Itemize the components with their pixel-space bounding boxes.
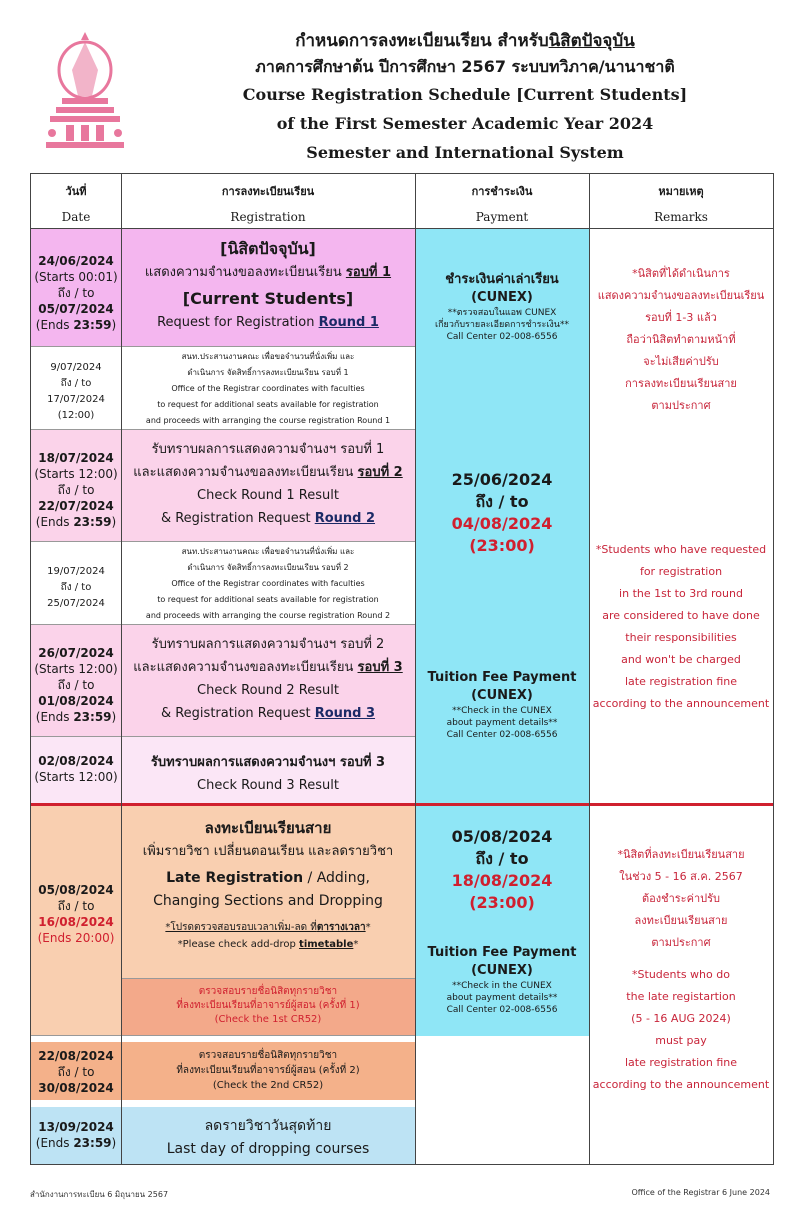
row2-line1: สนท.ประสานงานคณะ เพื่อขอจำนวนที่นั่งเพิ่ม และ xyxy=(181,352,355,361)
payment1-thai-note1: **ตรวจสอบในแอพ CUNEX xyxy=(447,308,557,318)
row1-reg-english-text: Request for Registration xyxy=(157,315,319,330)
payment1-english-title: Tuition Fee Payment xyxy=(427,670,577,685)
remarks2-th-line2: ในช่วง 5 - 16 ส.ค. 2567 xyxy=(619,870,743,883)
row8-registration xyxy=(121,1042,415,1100)
row3-date xyxy=(31,430,121,542)
row7-to: ถึง / to xyxy=(57,899,95,913)
row2-registration xyxy=(121,347,415,430)
payment2-end-date: 18/08/2024 xyxy=(451,871,553,890)
payment-block-2 xyxy=(415,806,589,1036)
row9-registration xyxy=(121,1107,415,1164)
remarks1-en-line6: and won't be charged xyxy=(621,653,741,666)
row5-date xyxy=(31,625,121,737)
row2-to: ถึง / to xyxy=(60,378,92,389)
title-thai-line2: ภาคการศึกษาต้น ปีการศึกษา 2567 ระบบทวิภาค/นานาชาติ xyxy=(255,57,675,76)
row1-date xyxy=(31,229,121,347)
row4-to: ถึง / to xyxy=(60,582,92,593)
row4-end-date: 25/07/2024 xyxy=(47,598,105,609)
column-header-date xyxy=(31,174,121,229)
remarks2-en-line5: late registration fine xyxy=(624,1056,737,1069)
row8-end-date: 30/08/2024 xyxy=(38,1081,114,1095)
row6-date xyxy=(31,737,121,803)
column-divider-2 xyxy=(415,174,416,1164)
row1-reg-english-title: [Current Students] xyxy=(182,289,354,308)
header-remarks-english: Remarks xyxy=(654,210,708,224)
row5-reg-english-line1: Check Round 2 Result xyxy=(197,683,339,698)
row7-note-timetable-link[interactable]: timetable xyxy=(299,939,354,950)
row2-start-date: 9/07/2024 xyxy=(50,362,102,373)
title-thai-text: กำหนดการลงทะเบียนเรียน สำหรับ xyxy=(295,31,549,51)
row6-start-time: (Starts 12:00) xyxy=(34,770,118,784)
remarks1-en-line1: *Students who have requested xyxy=(595,543,767,556)
row6-reg-english: Check Round 3 Result xyxy=(197,778,339,793)
row7-cr52-check xyxy=(121,978,415,1036)
footer-left: สำนักงานการทะเบียน 6 มิถุนายน 2567 xyxy=(30,1190,169,1199)
column-header-registration xyxy=(121,174,415,229)
payment2-date-group xyxy=(415,826,589,914)
remarks2-en-line1: *Students who do xyxy=(632,968,730,981)
row5-reg-thai-text: และแสดงความจำนงขอลงทะเบียนเรียน xyxy=(133,660,358,675)
row3-to: ถึง / to xyxy=(57,483,95,497)
remarks1-en-line4: are considered to have done xyxy=(602,609,760,622)
row2-line5: and proceeds with arranging the course registration Round 1 xyxy=(145,416,391,425)
payment2-english-title: Tuition Fee Payment xyxy=(427,945,577,960)
payment1-thai-cunex: (CUNEX) xyxy=(471,290,533,305)
row3-registration xyxy=(121,430,415,542)
row1-end-clock: 23:59 xyxy=(73,318,112,332)
column-divider-3 xyxy=(589,174,590,1164)
row7-start-date: 05/08/2024 xyxy=(38,883,114,897)
row9-date-value: 13/09/2024 xyxy=(38,1120,114,1134)
payment2-english-cunex: (CUNEX) xyxy=(471,963,533,978)
payment2-english-callcenter: Call Center 02-008-6556 xyxy=(446,1005,558,1015)
row3-end-clock: 23:59 xyxy=(73,515,112,529)
title-english-line1: Course Registration Schedule [Current Students] xyxy=(242,85,688,104)
remarks1-english xyxy=(589,539,773,715)
row8-date xyxy=(31,1042,121,1100)
payment1-thai-note2: เกี่ยวกับรายละเอียดการชำระเงิน** xyxy=(435,320,569,330)
payment1-date-group xyxy=(415,469,589,557)
row2-end-time: (12:00) xyxy=(57,410,95,421)
row1-reg-thai-title: [นิสิตปัจจุบัน] xyxy=(220,239,316,258)
payment2-to: ถึง / to xyxy=(475,849,529,868)
row5-reg-thai-round: รอบที่ 3 xyxy=(357,660,403,675)
row1-end-date: 05/07/2024 xyxy=(38,302,114,316)
row3-reg-thai-text: และแสดงความจำนงขอลงทะเบียนเรียน xyxy=(133,465,358,480)
title-english-line2: of the First Semester Academic Year 2024 xyxy=(276,114,654,133)
remarks2-en-line4: must pay xyxy=(655,1034,707,1047)
row3-end-date: 22/07/2024 xyxy=(38,499,114,513)
header-payment-thai: การชำระเงิน xyxy=(471,185,533,198)
title-thai-line1 xyxy=(150,28,780,54)
header-date-english: Date xyxy=(61,210,91,224)
row4-date xyxy=(31,542,121,625)
row3-start-time: (Starts 12:00) xyxy=(34,467,118,481)
row7-note-thai-star: * xyxy=(365,922,371,933)
row7-cr52-line3: (Check the 1st CR52) xyxy=(214,1014,322,1025)
row7-reg-adding: / Adding, xyxy=(303,870,370,886)
row3-reg-english-line1: Check Round 1 Result xyxy=(197,488,339,503)
row1-start-time: (Starts 00:01) xyxy=(34,270,118,284)
row7-reg-thai-note xyxy=(121,919,415,937)
row5-to: ถึง / to xyxy=(57,678,95,692)
row9-end-suffix: ) xyxy=(111,1136,117,1150)
row5-reg-english-line2 xyxy=(121,702,415,725)
row9-date xyxy=(31,1107,121,1164)
row4-line2: ดำเนินการ จัดสิทธิ์การลงทะเบียนเรียน รอบที่ 2 xyxy=(187,563,349,572)
remarks1-en-line7: late registration fine xyxy=(624,675,737,688)
payment1-thai-callcenter: Call Center 02-008-6556 xyxy=(446,332,558,342)
row4-registration xyxy=(121,542,415,625)
payment1-to: ถึง / to xyxy=(475,492,529,511)
payment1-english-note1: **Check in the CUNEX xyxy=(452,706,552,716)
title-block xyxy=(150,28,780,167)
row7-note-thai-text: *โปรดตรวจสอบรอบเวลาเพิ่ม-ลด ที่ xyxy=(165,922,317,933)
remarks2-th-line5: ตามประกาศ xyxy=(651,936,711,949)
row5-end-time xyxy=(31,709,121,725)
footer-right: Office of the Registrar 6 June 2024 xyxy=(631,1188,770,1197)
row7-cr52-line1: ตรวจสอบรายชื่อนิสิตทุกรายวิชา xyxy=(198,986,338,997)
payment1-english-group xyxy=(415,669,589,741)
row4-line4: to request for additional seats available for registration xyxy=(157,595,379,604)
row6-reg-thai: รับทราบผลการแสดงความจำนงฯ รอบที่ 3 xyxy=(150,755,386,770)
row7-reg-thai-title: ลงทะเบียนเรียนสาย xyxy=(204,819,332,837)
row7-reg-late-registration: Late Registration xyxy=(166,870,304,886)
row1-registration xyxy=(121,229,415,347)
row7-cr52-line2: ที่ลงทะเบียนเรียนที่อาจารย์ผู้สอน (ครั้งที่ 1) xyxy=(176,1000,360,1011)
row3-reg-english-line2 xyxy=(121,507,415,530)
row5-end-suffix: ) xyxy=(111,710,117,724)
row2-date xyxy=(31,347,121,430)
row1-to: ถึง / to xyxy=(57,286,95,300)
row9-end-prefix: (Ends xyxy=(35,1136,74,1150)
row7-date xyxy=(31,806,121,1036)
remarks1-th-line4: ถือว่านิสิตทำตามหน้าที่ xyxy=(626,333,736,346)
row1-reg-thai-round: รอบที่ 1 xyxy=(345,265,392,280)
university-logo-icon xyxy=(40,30,130,155)
column-header-payment xyxy=(415,174,589,229)
row8-start-date: 22/08/2024 xyxy=(38,1049,114,1063)
row3-reg-english-text: & Registration Request xyxy=(160,511,315,526)
remarks1-th-line7: ตามประกาศ xyxy=(651,399,711,412)
row7-reg-english-note xyxy=(121,937,415,953)
row8-line2: ที่ลงทะเบียนเรียนที่อาจารย์ผู้สอน (ครั้งที่ 2) xyxy=(176,1065,360,1076)
row3-reg-thai-line2 xyxy=(121,461,415,484)
column-header-remarks xyxy=(589,174,773,229)
remarks1-th-line5: จะไม่เสียค่าปรับ xyxy=(643,355,719,368)
remarks2-th-line4: ลงทะเบียนเรียนสาย xyxy=(634,914,728,927)
row5-registration xyxy=(121,625,415,737)
title-thai-underlined: นิสิตปัจจุบัน xyxy=(548,31,635,51)
remarks1-thai xyxy=(589,263,773,417)
row1-reg-thai-text: แสดงความจำนงขอลงทะเบียนเรียน xyxy=(144,265,346,280)
row3-end-suffix: ) xyxy=(111,515,117,529)
row7-note-thai-link[interactable]: ตารางเวลา xyxy=(316,922,366,933)
row3-reg-thai-round: รอบที่ 2 xyxy=(357,465,403,480)
row1-end-suffix: ) xyxy=(111,318,117,332)
column-divider-1 xyxy=(121,174,122,1164)
row2-end-date: 17/07/2024 xyxy=(47,394,105,405)
row2-line4: to request for additional seats available for registration xyxy=(157,400,379,409)
payment1-thai-title: ชำระเงินค่าเล่าเรียน xyxy=(445,272,559,287)
row5-reg-english-round: Round 3 xyxy=(314,706,376,721)
header-remarks-thai: หมายเหตุ xyxy=(658,185,704,198)
payment1-english-cunex: (CUNEX) xyxy=(471,688,533,703)
row9-reg-english: Last day of dropping courses xyxy=(166,1141,370,1157)
row7-registration xyxy=(121,806,415,978)
row7-end-time: (Ends 20:00) xyxy=(37,931,115,945)
payment-block-1 xyxy=(415,229,589,803)
row5-reg-thai-line2 xyxy=(121,656,415,679)
remarks-block-2 xyxy=(589,806,773,1164)
row5-start-time: (Starts 12:00) xyxy=(34,662,118,676)
row7-note-english-text: *Please check add-drop xyxy=(177,939,300,950)
remarks1-en-line2: for registration xyxy=(639,565,723,578)
row7-reg-english-line1 xyxy=(121,867,415,890)
row9-reg-thai: ลดรายวิชาวันสุดท้าย xyxy=(204,1118,332,1134)
row5-end-prefix: (Ends xyxy=(35,710,74,724)
remarks2-en-line2: the late registartion xyxy=(626,990,736,1003)
schedule-table xyxy=(30,173,774,1165)
remarks1-th-line1: *นิสิตที่ได้ดำเนินการ xyxy=(632,267,730,280)
row3-end-prefix: (Ends xyxy=(35,515,74,529)
row8-to: ถึง / to xyxy=(57,1065,95,1079)
remarks1-th-line3: รอบที่ 1-3 แล้ว xyxy=(645,311,717,324)
payment2-english-note2: about payment details** xyxy=(446,993,558,1003)
payment1-start-date: 25/06/2024 xyxy=(451,470,553,489)
row5-end-date: 01/08/2024 xyxy=(38,694,114,708)
remarks2-th-line3: ต้องชำระค่าปรับ xyxy=(642,892,720,905)
row5-reg-english-text: & Registration Request xyxy=(160,706,315,721)
row7-reg-english-line2: Changing Sections and Dropping xyxy=(153,893,383,909)
payment1-end-time: (23:00) xyxy=(469,536,535,555)
row1-end-time xyxy=(31,317,121,333)
document-header xyxy=(0,0,800,170)
row7-end-date: 16/08/2024 xyxy=(38,915,114,929)
row3-end-time xyxy=(31,514,121,530)
remarks2-th-line1: *นิสิตที่ลงทะเบียนเรียนสาย xyxy=(617,848,745,861)
payment2-english-note1: **Check in the CUNEX xyxy=(452,981,552,991)
row9-end-time xyxy=(31,1135,121,1151)
row3-reg-thai-line1: รับทราบผลการแสดงความจำนงฯ รอบที่ 1 xyxy=(151,442,385,457)
row1-start-date: 24/06/2024 xyxy=(38,254,114,268)
row5-end-clock: 23:59 xyxy=(73,710,112,724)
remarks1-th-line2: แสดงความจำนงขอลงทะเบียนเรียน xyxy=(597,289,765,302)
payment1-thai-group xyxy=(415,271,589,343)
row3-reg-english-round: Round 2 xyxy=(314,511,376,526)
row6-registration xyxy=(121,737,415,803)
remarks2-thai xyxy=(589,844,773,954)
payment2-end-time: (23:00) xyxy=(469,893,535,912)
row4-line5: and proceeds with arranging the course registration Round 2 xyxy=(145,611,391,620)
row6-date-value: 02/08/2024 xyxy=(38,754,114,768)
payment1-english-note2: about payment details** xyxy=(446,718,558,728)
row4-start-date: 19/07/2024 xyxy=(47,566,105,577)
row9-end-clock: 23:59 xyxy=(73,1136,112,1150)
row7-note-english-star: * xyxy=(353,939,359,950)
remarks2-en-line6: according to the announcement xyxy=(592,1078,770,1091)
header-registration-thai: การลงทะเบียนเรียน xyxy=(221,185,315,198)
remarks1-th-line6: การลงทะเบียนเรียนสาย xyxy=(625,377,737,390)
header-payment-english: Payment xyxy=(475,210,529,224)
remarks1-en-line8: according to the announcement xyxy=(592,697,770,710)
row8-line3: (Check the 2nd CR52) xyxy=(212,1080,324,1091)
remarks2-english xyxy=(589,964,773,1096)
row8-line1: ตรวจสอบรายชื่อนิสิตทุกรายวิชา xyxy=(198,1050,338,1061)
row1-end-prefix: (Ends xyxy=(35,318,74,332)
row2-line2: ดำเนินการ จัดสิทธิ์การลงทะเบียนเรียน รอบที่ 1 xyxy=(187,368,349,377)
remarks1-en-line3: in the 1st to 3rd round xyxy=(619,587,743,600)
row4-line1: สนท.ประสานงานคณะ เพื่อขอจำนวนที่นั่งเพิ่ม และ xyxy=(181,547,355,556)
header-date-thai: วันที่ xyxy=(65,185,87,198)
payment2-english-group xyxy=(415,944,589,1016)
row7-reg-thai-desc: เพิ่มรายวิชา เปลี่ยนตอนเรียน และลดรายวิชา xyxy=(142,844,394,859)
remarks1-en-line5: their responsibilities xyxy=(625,631,737,644)
payment1-end-date: 04/08/2024 xyxy=(451,514,553,533)
remarks2-en-line3: (5 - 16 AUG 2024) xyxy=(631,1012,731,1025)
row4-line3: Office of the Registrar coordinates with faculties xyxy=(171,579,365,588)
row2-line3: Office of the Registrar coordinates with faculties xyxy=(171,384,365,393)
remarks-block-1 xyxy=(589,229,773,803)
row5-reg-thai-line1: รับทราบผลการแสดงความจำนงฯ รอบที่ 2 xyxy=(151,637,385,652)
row1-reg-english-line xyxy=(121,311,415,334)
row5-start-date: 26/07/2024 xyxy=(38,646,114,660)
row1-reg-thai-line xyxy=(121,261,415,284)
payment1-english-callcenter: Call Center 02-008-6556 xyxy=(446,730,558,740)
header-registration-english: Registration xyxy=(230,210,306,224)
row1-reg-english-round: Round 1 xyxy=(318,315,379,330)
payment2-start-date: 05/08/2024 xyxy=(451,827,553,846)
row3-start-date: 18/07/2024 xyxy=(38,451,114,465)
title-english-line3: Semester and International System xyxy=(306,143,624,162)
